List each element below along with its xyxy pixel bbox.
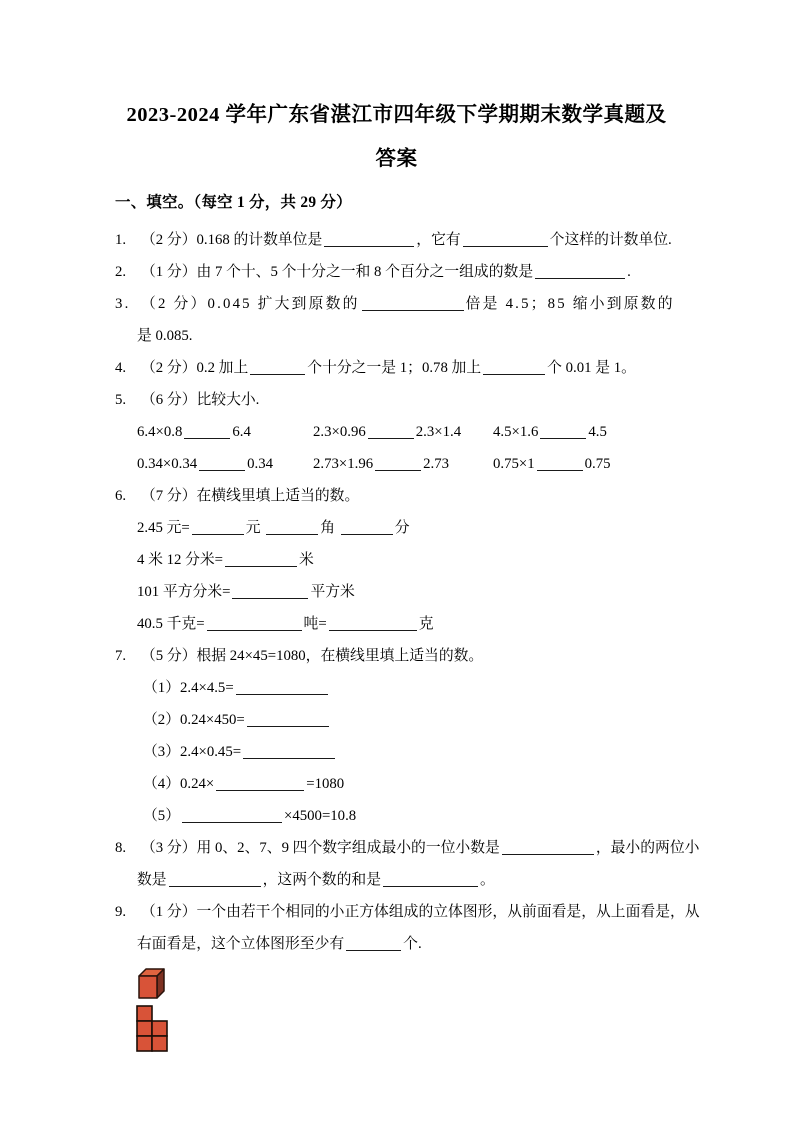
blank-line [247, 712, 329, 727]
question-8-text: ，最小的两位小 [595, 840, 700, 856]
blank-line [329, 616, 417, 631]
question-7-text: =1080 [306, 776, 345, 792]
blank-line [362, 296, 464, 311]
question-8-text: 数是 [137, 872, 167, 888]
question-5-text: （6 分）比较大小. [141, 392, 260, 408]
doc-title-line1: 2023-2024 学年广东省湛江市四年级下学期期末数学真题及 [126, 104, 667, 126]
question-7-text: （1）2.4×4.5= [143, 680, 234, 696]
question-1-text: 个这样的计数单位. [549, 232, 672, 248]
blank-line [207, 616, 302, 631]
question-9-text: 个. [403, 936, 422, 952]
blank-line [182, 808, 282, 823]
question-6-text: （7 分）在横线里填上适当的数。 [141, 488, 360, 504]
question-3-text: （2 分）0.045 扩大到原数的 [141, 296, 360, 312]
question-1-number: 1. [115, 232, 127, 248]
question-5-number: 5. [115, 392, 127, 408]
question-2-number: 2. [115, 264, 127, 280]
question-7-sub5 [115, 800, 678, 832]
cube-3d-figure [137, 967, 165, 1000]
blank-line [383, 872, 478, 887]
question-5-compare-row2 [115, 448, 678, 480]
compare-item [137, 416, 313, 448]
blank-line [483, 360, 545, 375]
question-9-line2 [115, 928, 678, 960]
blank-line [266, 520, 318, 535]
question-4-text: （2 分）0.2 加上 [141, 360, 249, 376]
question-3-text: 是 0.085. [137, 328, 193, 344]
compare-left: 0.34×0.34 [137, 456, 198, 472]
question-7-sub2 [115, 704, 678, 736]
blank-line [232, 584, 308, 599]
question-2 [115, 256, 678, 288]
compare-item [313, 448, 493, 480]
question-4 [115, 352, 678, 384]
blank-line [216, 776, 304, 791]
question-7 [115, 640, 678, 672]
blank-line [184, 424, 230, 439]
question-3-line1 [115, 288, 678, 320]
question-6-line4 [115, 608, 678, 640]
question-7-sub4 [115, 768, 678, 800]
blank-line [375, 456, 421, 471]
compare-item [313, 416, 493, 448]
question-3-text: 倍是 4.5；85 缩小到原数的 [465, 296, 675, 312]
questions-list [115, 224, 700, 960]
question-9-figures [115, 967, 678, 1053]
question-7-text: （5 分）根据 24×45=1080，在横线里填上适当的数。 [141, 648, 484, 664]
question-7-text: （4）0.24× [143, 776, 215, 792]
compare-left: 0.75×1 [493, 456, 535, 472]
compare-left: 2.73×1.96 [313, 456, 374, 472]
question-6-text: 平方米 [310, 584, 355, 600]
blank-line [243, 744, 335, 759]
blank-line [502, 840, 594, 855]
compare-item [137, 448, 313, 480]
question-6-text: 克 [418, 616, 434, 632]
question-7-text: （3）2.4×0.45= [143, 744, 242, 760]
l-shape-squares-figure [136, 1005, 169, 1053]
question-6-line2 [115, 544, 678, 576]
square-cell [152, 1021, 167, 1036]
blank-line [368, 424, 414, 439]
question-7-sub3 [115, 736, 678, 768]
blank-line [463, 232, 548, 247]
blank-line [535, 264, 625, 279]
question-6-text: 元 [245, 520, 261, 536]
question-3-number: 3. [115, 296, 131, 312]
compare-right: 6.4 [232, 424, 251, 440]
blank-line [324, 232, 414, 247]
blank-line [250, 360, 305, 375]
compare-right: 0.34 [247, 456, 274, 472]
blank-line [341, 520, 393, 535]
question-7-sub1 [115, 672, 678, 704]
question-4-number: 4. [115, 360, 127, 376]
question-6-text: 分 [394, 520, 410, 536]
blank-line [169, 872, 261, 887]
question-6-line1 [115, 512, 678, 544]
question-1 [115, 224, 678, 256]
question-9-text: 右面看是，这个立体图形至少有 [137, 936, 345, 952]
question-7-number: 7. [115, 648, 127, 664]
blank-line [199, 456, 245, 471]
question-2-text: . [627, 264, 631, 280]
doc-title-line2: 答案 [375, 148, 418, 170]
compare-right: 2.3×1.4 [415, 424, 462, 440]
question-8-text: （3 分）用 0、2、7、9 四个数字组成最小的一位小数是 [141, 840, 500, 856]
question-6-text: 101 平方分米= [137, 584, 231, 600]
blank-line [540, 424, 586, 439]
question-6 [115, 480, 678, 512]
question-9-number: 9. [115, 904, 127, 920]
compare-left: 4.5×1.6 [493, 424, 539, 440]
question-5 [115, 384, 678, 416]
question-6-number: 6. [115, 488, 127, 504]
blank-line [537, 456, 583, 471]
square-cell [137, 1006, 152, 1021]
question-7-text: （5） [143, 808, 180, 824]
section-heading: 一、填空。（每空 1 分，共 29 分） [115, 194, 352, 211]
cube-front-face [139, 976, 157, 998]
question-6-text: 4 米 12 分米= [137, 552, 224, 568]
square-cell [137, 1021, 152, 1036]
blank-line [192, 520, 244, 535]
blank-line [346, 936, 401, 951]
question-7-text: （2）0.24×450= [143, 712, 245, 728]
question-7-text: ×4500=10.8 [284, 808, 357, 824]
question-5-compare-row1 [115, 416, 678, 448]
compare-left: 6.4×0.8 [137, 424, 183, 440]
square-cell [137, 1036, 152, 1051]
question-6-text: 2.45 元= [137, 520, 190, 536]
question-8-line1 [115, 832, 700, 864]
compare-left: 2.3×0.96 [313, 424, 366, 440]
square-cell [152, 1036, 167, 1051]
compare-right: 0.75 [584, 456, 611, 472]
question-2-text: （1 分）由 7 个十、5 个十分之一和 8 个百分之一组成的数是 [141, 264, 534, 280]
question-8-line2 [115, 864, 678, 896]
question-4-text: 个 0.01 是 1。 [547, 360, 636, 376]
question-6-text: 米 [299, 552, 314, 568]
compare-item [493, 416, 678, 448]
compare-right: 2.73 [423, 456, 450, 472]
question-9-line1 [115, 896, 700, 928]
question-1-text: ，它有 [416, 232, 461, 248]
question-3-line2 [115, 320, 678, 352]
question-6-text: 40.5 千克= [137, 616, 205, 632]
compare-right: 4.5 [588, 424, 607, 440]
question-6-text: 角 [320, 520, 336, 536]
question-8-text: 。 [480, 872, 495, 888]
question-6-line3 [115, 576, 678, 608]
question-1-text: （2 分）0.168 的计数单位是 [141, 232, 323, 248]
compare-item [493, 448, 678, 480]
question-9-text: （1 分）一个由若干个相同的小正方体组成的立体图形，从前面看是，从上面看是，从 [141, 904, 700, 920]
question-8-text: ，这两个数的和是 [262, 872, 381, 888]
question-4-text: 个十分之一是 1；0.78 加上 [307, 360, 482, 376]
question-6-text: 吨= [303, 616, 327, 632]
blank-line [225, 552, 297, 567]
question-8-number: 8. [115, 840, 127, 856]
blank-line [236, 680, 328, 695]
